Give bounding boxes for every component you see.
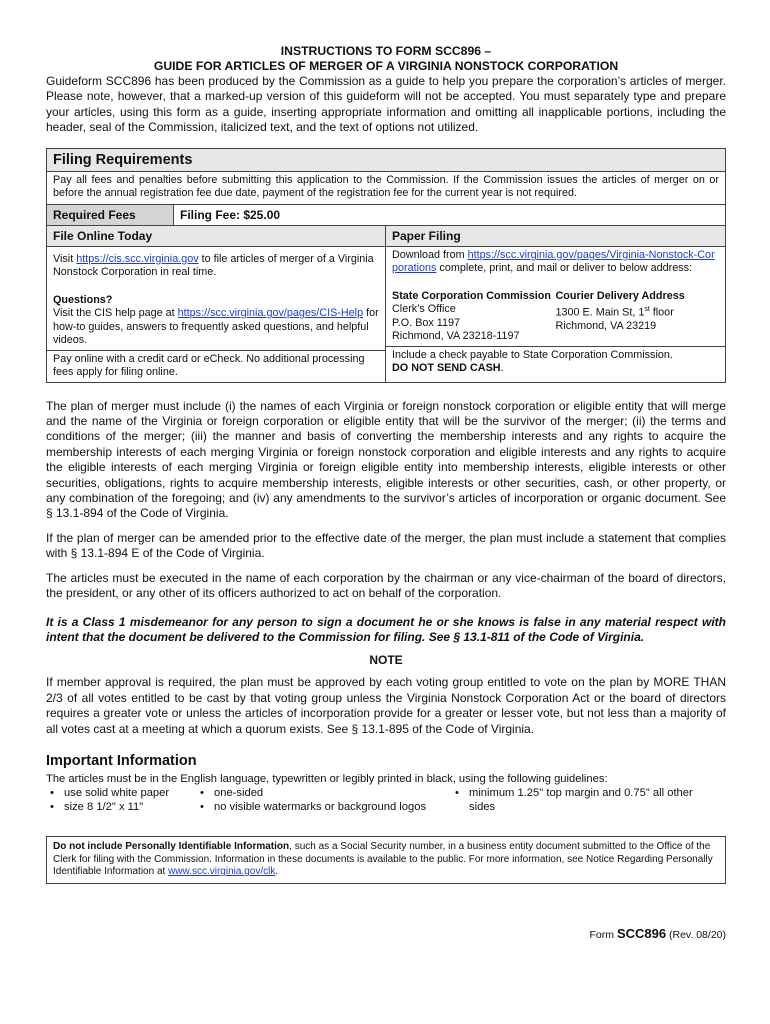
guideline-item: • one-sided xyxy=(196,786,451,800)
form-number: SCC896 xyxy=(616,926,667,941)
filing-requirements-box xyxy=(46,148,726,383)
cis-help-link[interactable]: https://scc.virginia.gov/pages/CIS-Help xyxy=(177,307,364,320)
plan-amendment-paragraph: If the plan of merger can be amended prior to the effective date of the merger, the plan must include a statement that complies with § 13.1-894 E of the Code of Virginia. xyxy=(46,530,726,561)
online-visit-text: Visit https://cis.scc.virginia.gov to file articles of merger of a Virginia Nonstock Corporation in real time. xyxy=(53,252,374,279)
courier-address: Courier Delivery Address 1300 E. Main St, 1st floor Richmond, VA 23219 xyxy=(555,289,685,333)
document-title xyxy=(46,44,726,74)
document-page xyxy=(46,44,726,884)
file-online-heading: File Online Today xyxy=(47,226,385,247)
guidelines-list xyxy=(46,786,726,814)
filing-fee-value: Filing Fee: $25.00 xyxy=(180,207,281,222)
filing-requirements-text: Pay all fees and penalties before submitting this application to the Commission. If the Commission issues the articles of merger on or before the annual registration fee due date, payment of the registration fee for the current year is not required. xyxy=(53,173,719,200)
paper-filing-column xyxy=(386,226,725,382)
guideline-item: • size 8 1/2" x 11" xyxy=(46,800,196,814)
execution-paragraph: The articles must be executed in the name of each corporation by the chairman or any vice-chairman of the board of directors, the president, or any other of its officers authorized to act on behalf of the corporation. xyxy=(46,570,726,601)
plan-of-merger-paragraph: The plan of merger must include (i) the names of each Virginia or foreign nonstock corporation or eligible entity that will merge and the name of the Virginia or foreign corporation or eligible entity that will be the survivor of the merger; (ii) the terms and conditions of the merger; (iii) the manner and basis of converting the membership interests and any rights to acquire the membership interests of each merging Virginia or foreign nonstock corporation and eligible interests and any rights to acquire the eligible interests of each merging Virginia or foreign eligible entity into membership interests, eligible interests or other securities, obligations, rights to acquire membership interests, eligible interests or other securities, cash, or other property, or any combination of the foregoing; and (iv) any amendments to the survivor’s articles of incorporation or organic document. See § 13.1-894 of the Code of Virginia. xyxy=(46,398,726,521)
nonstock-corporations-link[interactable]: https://scc.virginia.gov/pages/Virginia-Nonstock-Corporations xyxy=(392,248,715,275)
intro-paragraph: Guideform SCC896 has been produced by the Commission as a guide to help you prepare the corporation’s articles of merger. Please note, however, that a marked-up version of this guideform will not be accepted. You must separately type and prepare your articles, using this form as a guide, inserting appropriate information and omitting all inapplicable portions, including the header, seal of the Commission, italicized text, and the text of options not utilized. xyxy=(46,74,726,135)
questions-text: Questions? Visit the CIS help page at https://scc.virginia.gov/pages/CIS-Help for how-to guides, answers to frequently asked questions, and helpful videos. xyxy=(53,293,379,347)
paper-filing-heading: Paper Filing xyxy=(386,226,725,247)
clerk-link[interactable]: www.scc.virginia.gov/clk xyxy=(168,866,276,878)
paper-check-text: Include a check payable to State Corporation Commission. DO NOT SEND CASH. xyxy=(392,348,673,375)
form-footer: Form SCC896 (Rev. 08/20) xyxy=(589,926,726,941)
title-line-1: INSTRUCTIONS TO FORM SCC896 – xyxy=(280,44,492,58)
title-line-2: GUIDE FOR ARTICLES OF MERGER OF A VIRGINIA NONSTOCK CORPORATION xyxy=(153,59,619,73)
required-fees-label: Required Fees xyxy=(47,205,174,225)
no-cash-warning: DO NOT SEND CASH xyxy=(392,362,501,375)
paper-download-text: Download from https://scc.virginia.gov/pages/Virginia-Nonstock-Corporations complete, print, and mail or deliver to below address: xyxy=(392,248,715,275)
important-information-text: The articles must be in the English language, typewritten or legibly printed in black, using the following guidelines: xyxy=(46,772,608,785)
filing-requirements-heading: Filing Requirements xyxy=(47,149,725,172)
misdemeanor-warning: It is a Class 1 misdemeanor for any person to sign a document he or she knows is false in any material respect with intent that the document be delivered to the Commission for filing. See § 13.1-811 of the Code of Virginia. xyxy=(46,614,726,644)
online-pay-text: Pay online with a credit card or eCheck. No additional processing fees apply for filing online. xyxy=(53,352,365,379)
cis-link[interactable]: https://cis.scc.virginia.gov xyxy=(76,252,199,265)
guideline-item: • minimum 1.25" top margin and 0.75" all other sides xyxy=(451,786,701,814)
pii-notice-bold: Do not include Personally Identifiable Information xyxy=(53,840,290,852)
guideline-item: • use solid white paper xyxy=(46,786,196,800)
required-fees-row xyxy=(47,204,725,225)
guideline-item: • no visible watermarks or background logos xyxy=(196,800,451,814)
questions-label: Questions? xyxy=(53,293,113,306)
important-information-heading: Important Information xyxy=(46,752,197,769)
note-heading: NOTE xyxy=(369,653,403,668)
pii-notice-box: Do not include Personally Identifiable Information, such as a Social Security number, in a business entity document submitted to the Office of the Clerk for filing with the Commission. Information in these documents is available to the public. For more information, see Notice Regarding Personally Identifiable Information at www.scc.virginia.gov/clk. xyxy=(46,836,726,884)
mailing-addresses xyxy=(386,278,725,346)
mail-address: State Corporation Commission Clerk’s Office P.O. Box 1197 Richmond, VA 23218-1197 xyxy=(392,289,551,343)
file-online-column xyxy=(47,226,386,382)
filing-methods xyxy=(47,225,725,382)
note-paragraph: If member approval is required, the plan must be approved by each voting group entitled to vote on the plan by MORE THAN 2/3 of all votes entitled to be cast by that voting group unless the Virginia Nonstock Corporation Act or the board of directors requires a greater vote or unless the articles of incorporation provide for a greater or lesser vote, but not less than a majority of all votes cast at a meeting at which a quorum exists. See § 13.1-895 of the Code of Virginia. xyxy=(46,675,726,736)
